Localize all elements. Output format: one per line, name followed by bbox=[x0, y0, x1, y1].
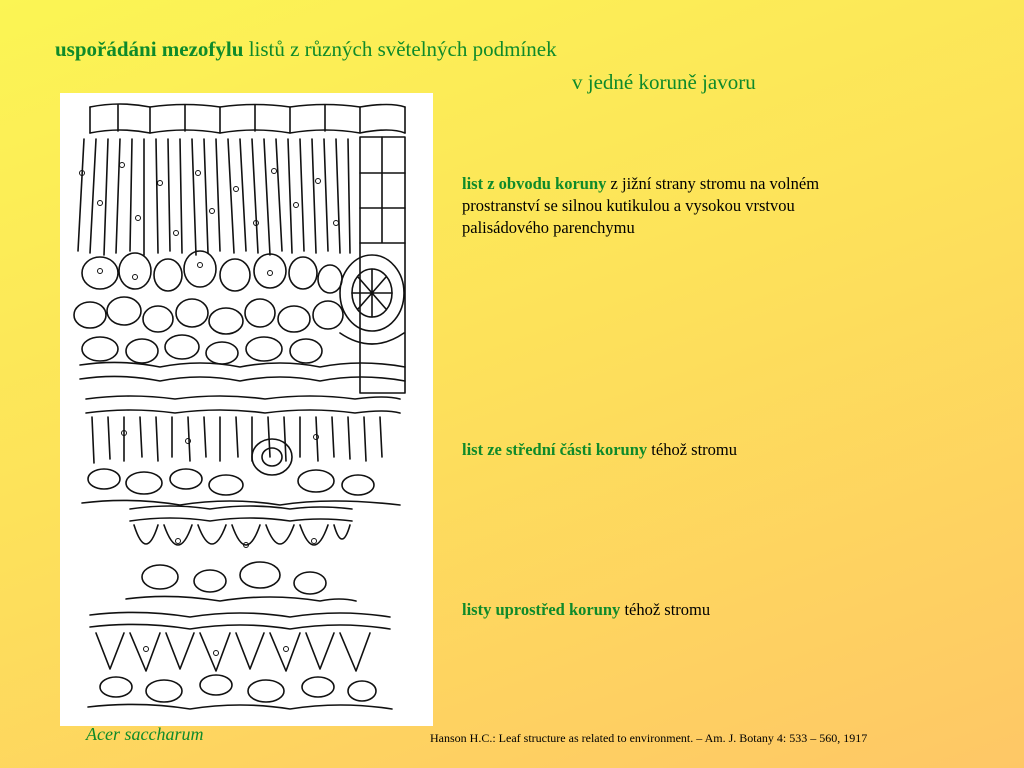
caption-sun-leaf-text: z jižní strany stromu na volném prostranství se silnou kutikulou a vysokou vrstvou palisádového parenchymu bbox=[462, 174, 820, 237]
page-title-line2: v jedné koruně javoru bbox=[572, 70, 756, 94]
leaf-cross-section-drawing bbox=[60, 93, 433, 726]
caption-inner-crown-leaf bbox=[462, 599, 762, 621]
title-rest: listů z různých světelných podmínek bbox=[243, 37, 557, 61]
caption-sun-leaf bbox=[462, 173, 852, 239]
caption-inner-crown-highlight: listy uprostřed koruny bbox=[462, 600, 621, 619]
caption-sun-leaf-highlight: list z obvodu koruny bbox=[462, 174, 607, 193]
citation: Hanson H.C.: Leaf structure as related to environment. – Am. J. Botany 4: 533 – 560, 1917 bbox=[430, 731, 868, 745]
caption-mid-crown-leaf bbox=[462, 439, 852, 461]
species-label: Acer saccharum bbox=[86, 724, 204, 744]
page-title bbox=[55, 36, 557, 62]
caption-mid-crown-text: téhož stromu bbox=[647, 440, 737, 459]
leaf-cross-section-figure bbox=[60, 93, 433, 726]
caption-inner-crown-text: téhož stromu bbox=[620, 600, 711, 619]
caption-mid-crown-highlight: list ze střední části koruny bbox=[462, 440, 648, 459]
title-bold: uspořádáni mezofylu bbox=[55, 37, 244, 61]
